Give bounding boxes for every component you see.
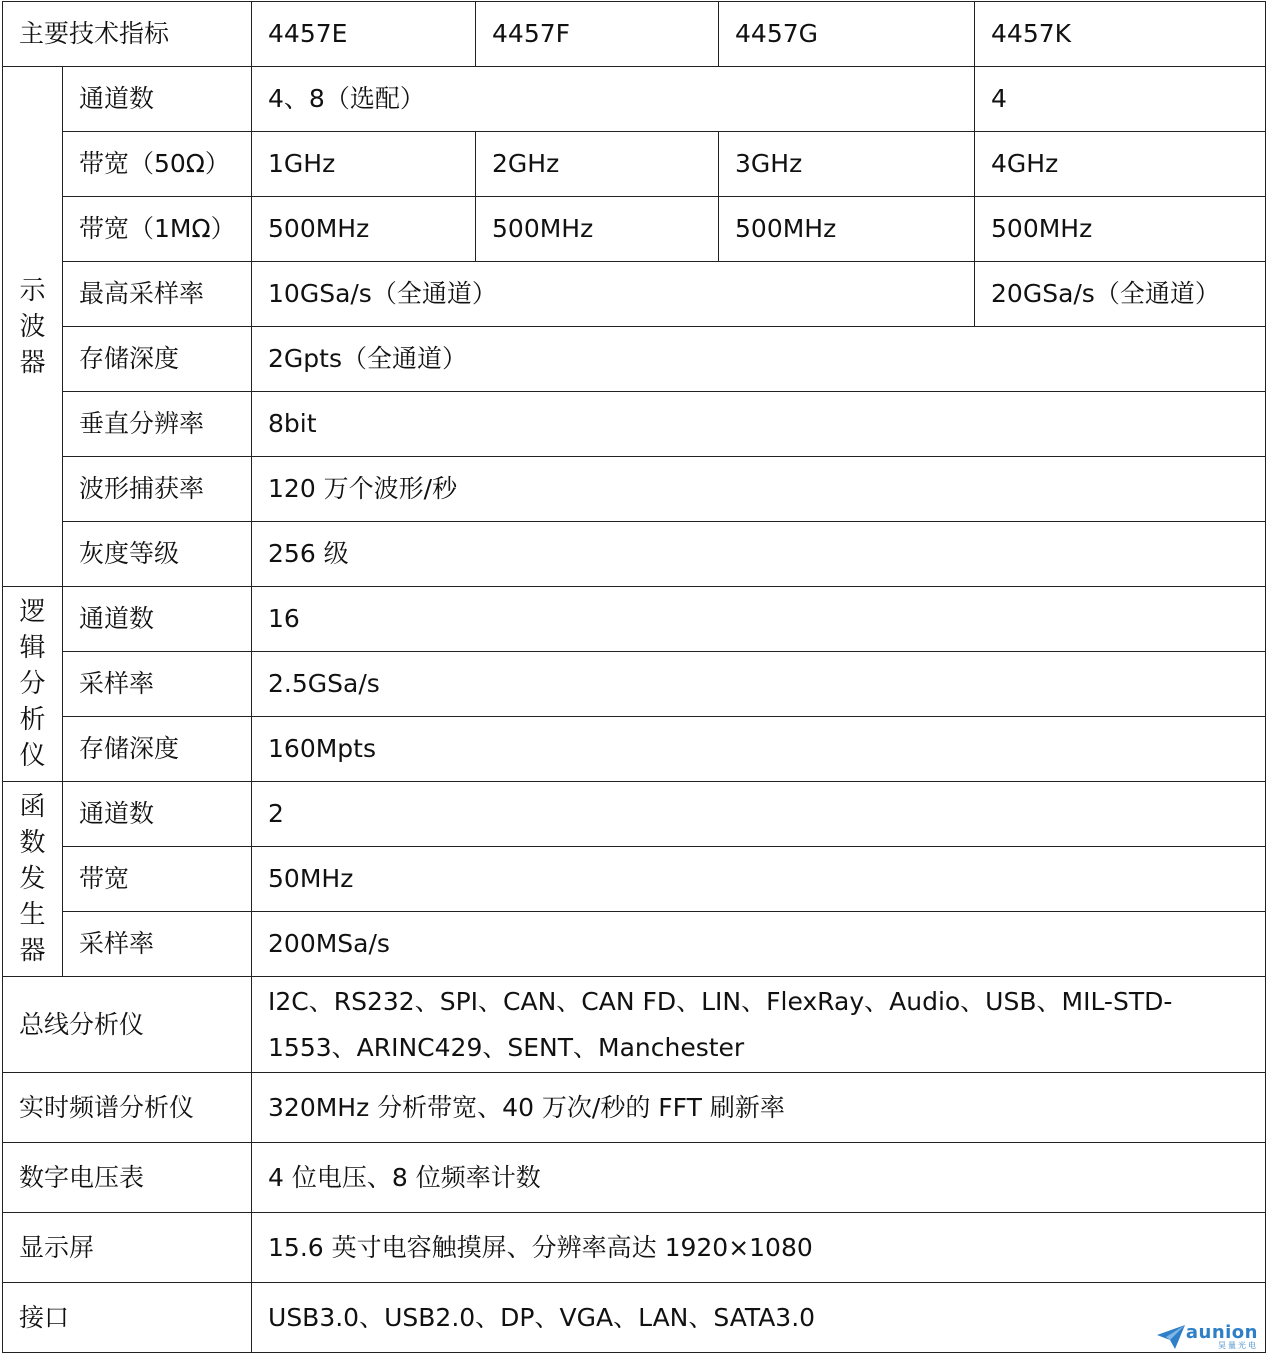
function-generator-category: 函数发生器 [3, 782, 63, 977]
row-label: 存储深度 [63, 327, 252, 392]
row-value: 20GSa/s（全通道） [975, 262, 1266, 327]
header-label: 主要技术指标 [3, 2, 252, 67]
row-label: 带宽 [63, 847, 252, 912]
row-label: 接口 [3, 1283, 252, 1353]
table-row [3, 977, 1266, 1073]
row-label: 采样率 [63, 652, 252, 717]
row-value: 2GHz [476, 132, 719, 197]
row-label: 带宽（1MΩ） [63, 197, 252, 262]
row-label: 显示屏 [3, 1213, 252, 1283]
table-row [3, 522, 1266, 587]
row-value: 4 [975, 67, 1266, 132]
table-row [3, 1283, 1266, 1353]
table-row [3, 912, 1266, 977]
row-value: 500MHz [252, 197, 476, 262]
row-value: 4 位电压、8 位频率计数 [252, 1143, 1266, 1213]
spec-table [2, 1, 1266, 1353]
table-row [3, 132, 1266, 197]
row-label: 存储深度 [63, 717, 252, 782]
table-row [3, 67, 1266, 132]
row-label: 带宽（50Ω） [63, 132, 252, 197]
table-row [3, 262, 1266, 327]
row-value: 2.5GSa/s [252, 652, 1266, 717]
row-label: 灰度等级 [63, 522, 252, 587]
logic-analyzer-category: 逻辑分析仪 [3, 587, 63, 782]
row-label: 总线分析仪 [3, 977, 252, 1073]
row-value: 500MHz [719, 197, 975, 262]
header-row [3, 2, 1266, 67]
row-value: 500MHz [975, 197, 1266, 262]
row-label: 通道数 [63, 587, 252, 652]
table-row [3, 652, 1266, 717]
row-label: 通道数 [63, 67, 252, 132]
row-label: 采样率 [63, 912, 252, 977]
model-header: 4457G [719, 2, 975, 67]
row-value: 2 [252, 782, 1266, 847]
paper-plane-icon [1156, 1324, 1186, 1350]
row-value: 500MHz [476, 197, 719, 262]
row-value: 50MHz [252, 847, 1266, 912]
row-value: 120 万个波形/秒 [252, 457, 1266, 522]
row-value: 160Mpts [252, 717, 1266, 782]
row-label: 实时频谱分析仪 [3, 1073, 252, 1143]
row-label: 数字电压表 [3, 1143, 252, 1213]
table-row [3, 197, 1266, 262]
table-row [3, 1213, 1266, 1283]
row-value: 320MHz 分析带宽、40 万次/秒的 FFT 刷新率 [252, 1073, 1266, 1143]
row-label: 垂直分辨率 [63, 392, 252, 457]
row-value: 2Gpts（全通道） [252, 327, 1266, 392]
row-value: 16 [252, 587, 1266, 652]
model-header: 4457E [252, 2, 476, 67]
row-label: 最高采样率 [63, 262, 252, 327]
row-label: 通道数 [63, 782, 252, 847]
table-row [3, 457, 1266, 522]
table-row [3, 587, 1266, 652]
row-value: 3GHz [719, 132, 975, 197]
row-value: 15.6 英寸电容触摸屏、分辨率高达 1920×1080 [252, 1213, 1266, 1283]
model-header: 4457K [975, 2, 1266, 67]
row-label: 波形捕获率 [63, 457, 252, 522]
row-value: I2C、RS232、SPI、CAN、CAN FD、LIN、FlexRay、Audio、USB、MIL-STD-1553、ARINC429、SENT、Manchester [252, 977, 1266, 1073]
row-value: 4、8（选配） [252, 67, 975, 132]
row-value: 1GHz [252, 132, 476, 197]
row-value: 10GSa/s（全通道） [252, 262, 975, 327]
table-row [3, 1143, 1266, 1213]
oscilloscope-category: 示波器 [3, 67, 63, 587]
model-header: 4457F [476, 2, 719, 67]
row-value: 8bit [252, 392, 1266, 457]
row-value: USB3.0、USB2.0、DP、VGA、LAN、SATA3.0 [252, 1283, 1266, 1353]
row-value: 4GHz [975, 132, 1266, 197]
table-row [3, 327, 1266, 392]
table-row [3, 717, 1266, 782]
table-row [3, 847, 1266, 912]
row-value: 200MSa/s [252, 912, 1266, 977]
table-row [3, 782, 1266, 847]
table-row [3, 392, 1266, 457]
row-value: 256 级 [252, 522, 1266, 587]
logo-subtitle: 昊量光电 [1218, 1341, 1258, 1350]
logo-name: aunion [1185, 1322, 1258, 1343]
table-row [3, 1073, 1266, 1143]
aunion-logo [1156, 1324, 1258, 1350]
